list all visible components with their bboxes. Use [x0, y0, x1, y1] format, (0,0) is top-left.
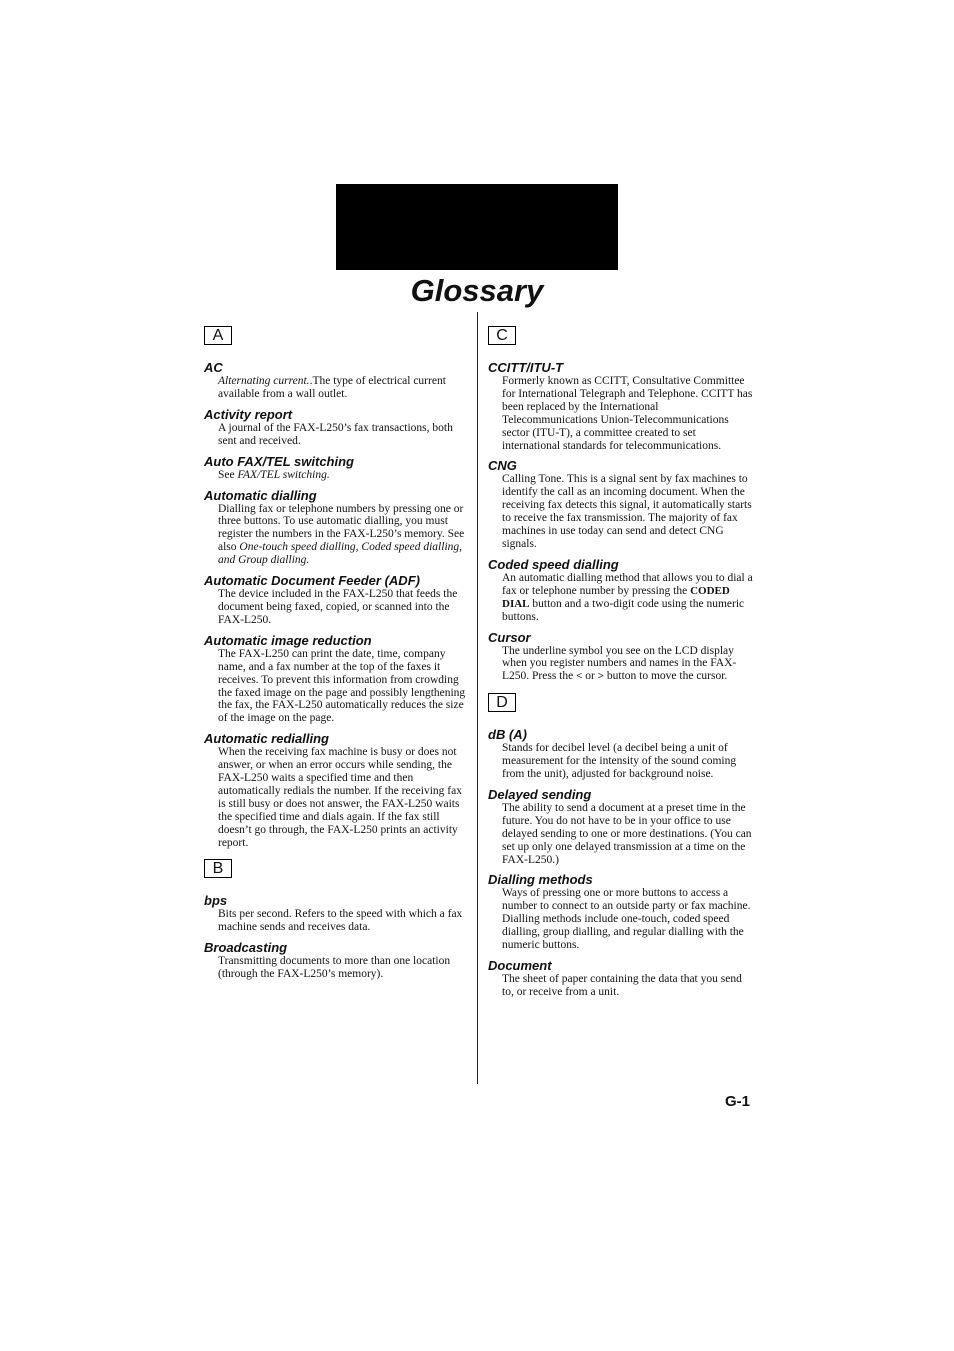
glossary-term: Automatic redialling [204, 731, 329, 747]
column-divider [477, 312, 478, 1084]
section-letter-wrap [488, 693, 756, 727]
section-letter-box: D [488, 693, 516, 712]
glossary-term: AC [204, 360, 223, 375]
glossary-term: Activity report [204, 406, 293, 422]
glossary-column-left [204, 326, 472, 987]
glossary-term: CCITT/ITU-T [488, 360, 564, 375]
glossary-term: Cursor [488, 629, 531, 645]
definition-text: > [597, 670, 605, 683]
section-letter-wrap [204, 859, 472, 893]
glossary-definition [502, 973, 756, 999]
definition-text: The FAX-L250 can print the date, time, company name, and a fax number at the top of the faxes it receives. To prevent this information from crowding the faxed image on the page and possibly lengthening the fax, the FAX-L250 automatically reduces the size of the image on the page. [218, 647, 466, 725]
glossary-definition [502, 473, 756, 550]
glossary-definition [218, 375, 472, 401]
definition-text: CODED DIAL [502, 584, 730, 610]
definition-text: The sheet of paper containing the data that you send to, or receive from a unit. [502, 973, 742, 998]
section-letter-box: A [204, 326, 232, 345]
page-title: Glossary [410, 273, 544, 308]
glossary-column-right [488, 326, 756, 1005]
glossary-definition [218, 503, 472, 568]
glossary-definition [218, 955, 472, 981]
definition-text: One-touch speed dialling, Coded speed dialling, and Group dialling. [218, 541, 463, 567]
definition-text: Alternating current. [218, 375, 310, 387]
definition-text: Dialling fax or telephone numbers by pressing one or three buttons. To use automatic dialling, you must register the numbers in the FAX-L250’s memory. See also [218, 502, 465, 554]
definition-text: When the receiving fax machine is busy or does not answer, or when an error occurs while sending, the FAX-L250 waits a specified time and then automatically redials the number. If the receiving fax is still busy or does not answer, the FAX-L250 waits the specified time and dials again. If the fax still doesn’t go through, the FAX-L250 prints an activity report. [218, 746, 462, 849]
definition-text: Ways of pressing one or more buttons to access a number to connect to an outside party or fax machine. Dialling methods include one-touch, coded speed dialling, group dialling, and regular dialling with the numeric buttons. [502, 887, 751, 952]
definition-text: Transmitting documents to more than one location (through the FAX-L250’s memory). [218, 955, 451, 981]
glossary-definition [218, 746, 472, 849]
definition-text: or [582, 670, 598, 683]
glossary-definition [218, 422, 472, 448]
glossary-term: Dialling methods [488, 872, 593, 888]
glossary-term: Coded speed dialling [488, 556, 619, 572]
glossary-term: Document [488, 958, 552, 973]
glossary-definition [218, 588, 472, 627]
definition-text: FAX/TEL switching. [237, 468, 330, 481]
page-number: G-1 [724, 1093, 750, 1110]
glossary-term: Automatic dialling [204, 487, 317, 503]
glossary-section [204, 326, 472, 849]
glossary-section [488, 326, 756, 683]
glossary-term: bps [204, 893, 228, 909]
glossary-term: dB (A) [488, 727, 527, 743]
definition-text: The ability to send a document at a preset time in the future. You do not have to be in your office to use delayed sending to one or more destinations. (You can set up only one delayed transmission at a time on the FAX-L250.) [502, 801, 752, 866]
definition-text: The underline symbol you see on the LCD display when you register numbers and names in the FAX-L250. Press the [502, 644, 737, 683]
definition-text: Stands for decibel level (a decibel being a unit of measurement for the intensity of the sound coming from the unit), adjusted for background noise. [502, 742, 737, 781]
definition-text: A journal of the FAX-L250’s fax transactions, both sent and received. [218, 421, 453, 447]
definition-text: See [218, 468, 238, 481]
definition-text: Calling Tone. This is a signal sent by fax machines to identify the call as an incoming document. When the receiving fax detects this signal, it automatically starts to receive the fax transmission. The majority of fax machines in use today can send and detect CNG signals. [502, 473, 752, 550]
glossary-definition [502, 802, 756, 867]
section-letter-box: B [204, 859, 232, 878]
definition-text: Formerly known as CCITT, Consultative Committee for International Telegraph and Telephone. CCITT has been replaced by the International Telecommunications Union-Telecommunications sector (ITU-T), a committee created to set international standards for telecommunications. [502, 375, 753, 452]
definition-text: button and a two-digit code using the numeric buttons. [502, 597, 745, 623]
definition-text: button to move the cursor. [604, 670, 728, 683]
header-black-block [336, 184, 618, 270]
glossary-definition [502, 742, 756, 781]
definition-text: The device included in the FAX-L250 that feeds the document being faxed, copied, or scanned into the FAX-L250. [218, 588, 458, 626]
glossary-definition [502, 572, 756, 624]
section-letter-wrap [488, 326, 756, 360]
glossary-section [204, 859, 472, 981]
glossary-term: CNG [488, 458, 517, 474]
glossary-term: Automatic Document Feeder (ADF) [204, 573, 420, 589]
glossary-definition [502, 887, 756, 952]
glossary-term: Delayed sending [488, 786, 592, 802]
definition-text: An automatic dialling method that allows you to dial a fax or telephone number by pressing the [502, 571, 753, 597]
glossary-definition [218, 469, 472, 482]
definition-text: .The type of electrical current available from a wall outlet. [218, 375, 446, 400]
section-letter-box: C [488, 326, 516, 345]
glossary-section [488, 693, 756, 999]
definition-text: Bits per second. Refers to the speed with which a fax machine sends and receives data. [218, 908, 463, 934]
glossary-term: Auto FAX/TEL switching [204, 453, 354, 469]
glossary-definition [502, 375, 756, 452]
glossary-term: Broadcasting [204, 940, 288, 956]
section-letter-wrap [204, 326, 472, 360]
glossary-definition [218, 908, 472, 934]
glossary-definition [218, 648, 472, 725]
definition-text: < [576, 670, 583, 683]
glossary-definition [502, 645, 756, 684]
glossary-term: Automatic image reduction [204, 632, 372, 648]
